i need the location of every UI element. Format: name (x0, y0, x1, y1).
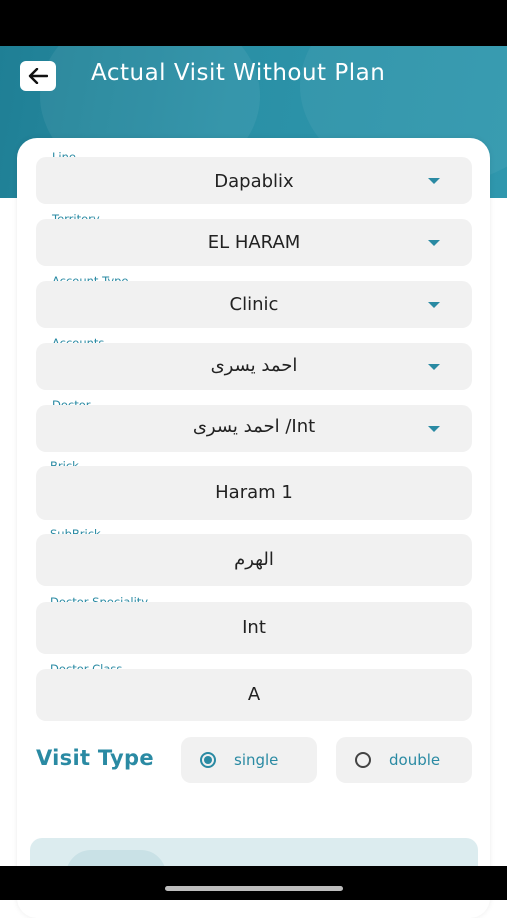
doctor-dropdown[interactable] (36, 405, 472, 452)
accounts-dropdown[interactable] (36, 343, 472, 390)
home-indicator[interactable] (165, 886, 343, 891)
dropdown-caret-icon (428, 240, 440, 246)
line-dropdown[interactable] (36, 157, 472, 204)
visit-type-single-option[interactable] (181, 737, 317, 783)
dropdown-caret-icon (428, 364, 440, 370)
brick-value: Haram 1 (215, 482, 293, 503)
territory-dropdown[interactable] (36, 219, 472, 266)
territory-value: EL HARAM (207, 232, 301, 253)
page-title: Actual Visit Without Plan (91, 60, 386, 86)
single-label: single (234, 751, 279, 769)
arrow-left-icon (28, 68, 48, 84)
doctor-class-value: A (247, 684, 261, 705)
visit-type-double-option[interactable] (336, 737, 472, 783)
doctor-speciality-value: Int (242, 617, 266, 638)
line-value: Dapablix (214, 171, 294, 192)
back-button[interactable] (20, 61, 56, 91)
system-nav-bar (0, 866, 507, 900)
brick-field (36, 466, 472, 520)
radio-unselected-icon[interactable] (355, 752, 371, 768)
double-label: double (389, 751, 441, 769)
dropdown-caret-icon (428, 302, 440, 308)
dropdown-caret-icon (428, 426, 440, 432)
radio-selected-icon[interactable] (200, 752, 216, 768)
dropdown-caret-icon (428, 178, 440, 184)
status-bar (0, 0, 507, 46)
account-type-dropdown[interactable] (36, 281, 472, 328)
doctor-speciality-field (36, 602, 472, 654)
subbrick-field (36, 534, 472, 586)
doctor-value: احمد يسرى /Int (192, 416, 316, 437)
doctor-class-field (36, 669, 472, 721)
visit-type-label: Visit Type (36, 746, 154, 770)
accounts-value: احمد يسرى (210, 355, 298, 376)
account-type-value: Clinic (229, 294, 279, 315)
subbrick-value: الهرم (234, 549, 274, 570)
